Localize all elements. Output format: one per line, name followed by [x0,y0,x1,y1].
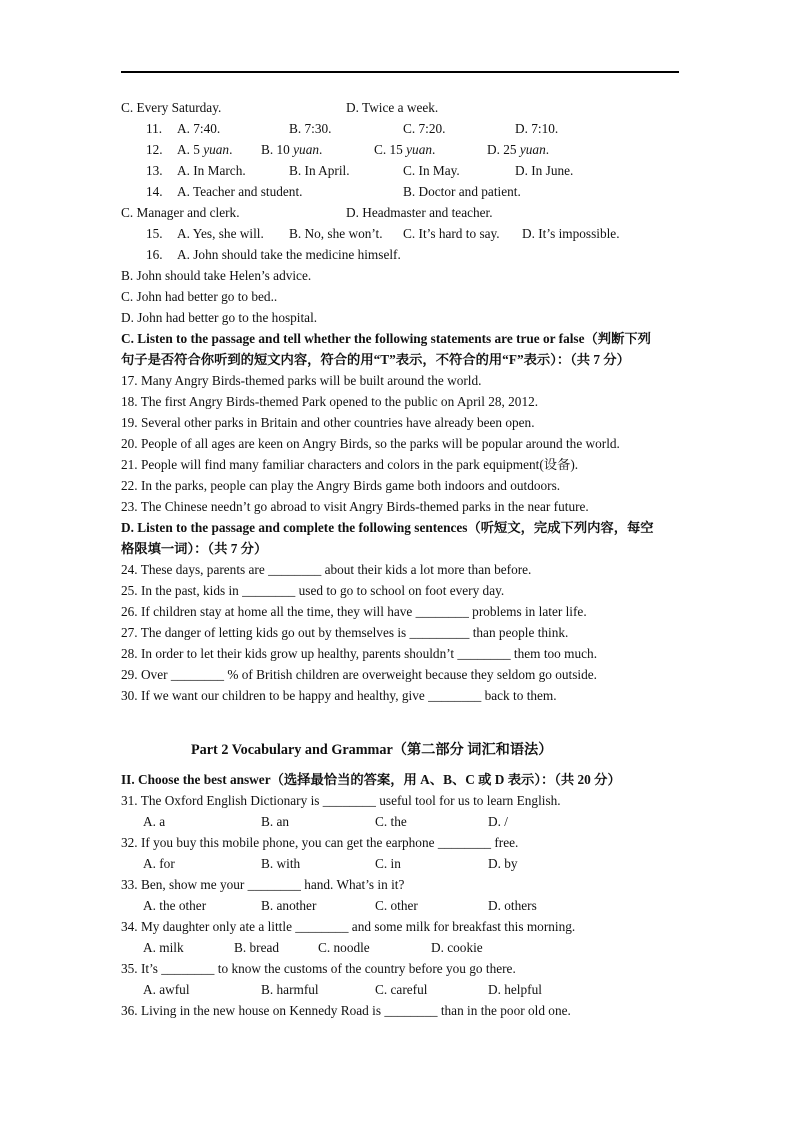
question-number: 11. [146,121,163,136]
top-rule [121,71,679,73]
statement: 21. People will find many familiar characters and colors in the park equipment(设备). [121,457,579,472]
option-b: B. harmful [261,982,319,997]
question-number: 12. [146,142,163,157]
statement: 23. The Chinese needn’t go abroad to visit Angry Birds-themed parks in the near future. [121,499,589,514]
section-c-heading: C. Listen to the passage and tell whether the following statements are true or false（判断下列 [121,331,651,346]
question-number: 14. [146,184,163,199]
option-d: D. / [488,814,508,829]
part-2-heading: Part 2 Vocabulary and Grammar（第二部分 词汇和语法） [191,742,553,758]
option-b: B. In April. [289,163,350,178]
option-c: C. noodle [318,940,370,955]
option-a: A. the other [143,898,207,913]
option-a: A. a [143,814,166,829]
sentence: 29. Over ________ % of British children are overweight because they seldom go outside. [121,667,597,682]
question-number: 16. [146,247,163,262]
option-c: C. Manager and clerk. [121,205,240,220]
question-stem: 33. Ben, show me your ________ hand. What’s in it? [121,877,405,892]
statement: 18. The first Angry Birds-themed Park opened to the public on April 28, 2012. [121,394,539,409]
option-b: B. an [261,814,290,829]
option-b: B. 10 yuan. [261,142,323,157]
option-c: C. In May. [403,163,460,178]
sentence: 25. In the past, kids in ________ used to go to school on foot every day. [121,583,505,598]
option-c: C. John had better go to bed.. [121,289,278,304]
option-a: A. Teacher and student. [177,184,303,199]
option-c: C. careful [375,982,428,997]
option-b: B. another [261,898,317,913]
option-d: D. by [488,856,518,871]
option-b: B. No, she won’t. [289,226,383,241]
option-a: A. awful [143,982,190,997]
question-stem: 31. The Oxford English Dictionary is ________ useful tool for us to learn English. [121,793,561,808]
statement: 19. Several other parks in Britain and other countries have already been open. [121,415,535,430]
option-a: A. milk [143,940,184,955]
question-stem: 32. If you buy this mobile phone, you can get the earphone ________ free. [121,835,519,850]
section-c-heading-cont: 句子是否符合你听到的短文内容，符合的用“T”表示，不符合的用“F”表示）：（共 7 分） [121,352,630,367]
option-d: D. Headmaster and teacher. [346,205,493,220]
option-b: B. John should take Helen’s advice. [121,268,312,283]
option-d: D. In June. [515,163,574,178]
option-a: A. 7:40. [177,121,221,136]
question-stem: 34. My daughter only ate a little ________ and some milk for breakfast this morning. [121,919,576,934]
option-a: A. Yes, she will. [177,226,264,241]
option-c: C. the [375,814,407,829]
option-d-line: D. Twice a week. [346,100,439,115]
option-c: C. 15 yuan. [374,142,436,157]
section-d-heading-cont: 格限填一词）：（共 7 分） [121,541,268,556]
statement: 17. Many Angry Birds-themed parks will be built around the world. [121,373,482,388]
option-a: A. for [143,856,175,871]
sentence: 28. In order to let their kids grow up healthy, parents shouldn’t ________ them too much. [121,646,598,661]
section-d-heading: D. Listen to the passage and complete the following sentences（听短文，完成下列内容，每空 [121,520,654,535]
option-a: A. In March. [177,163,246,178]
option-a: A. John should take the medicine himself. [177,247,401,262]
option-c-line: C. Every Saturday. [121,100,222,115]
option-c: C. 7:20. [403,121,446,136]
question-number: 15. [146,226,163,241]
option-d: D. It’s impossible. [522,226,620,241]
option-d: D. 25 yuan. [487,142,550,157]
option-d: D. helpful [488,982,542,997]
sentence: 26. If children stay at home all the time, they will have ________ problems in later life. [121,604,587,619]
question-number: 13. [146,163,163,178]
statement: 20. People of all ages are keen on Angry Birds, so the parks will be popular around the world. [121,436,620,451]
option-c: C. in [375,856,401,871]
option-b: B. with [261,856,301,871]
option-d: D. others [488,898,537,913]
section-ii-heading: II. Choose the best answer（选择最恰当的答案，用 A、B、C 或 D 表示）：（共 20 分） [121,772,621,787]
option-b: B. 7:30. [289,121,332,136]
question-stem: 36. Living in the new house on Kennedy Road is ________ than in the poor old one. [121,1003,571,1018]
option-b: B. bread [234,940,280,955]
question-stem: 35. It’s ________ to know the customs of the country before you go there. [121,961,516,976]
option-d: D. 7:10. [515,121,559,136]
option-d: D. cookie [431,940,483,955]
sentence: 24. These days, parents are ________ about their kids a lot more than before. [121,562,532,577]
sentence: 30. If we want our children to be happy and healthy, give ________ back to them. [121,688,557,703]
option-d: D. John had better go to the hospital. [121,310,318,325]
option-c: C. It’s hard to say. [403,226,500,241]
option-c: C. other [375,898,418,913]
statement: 22. In the parks, people can play the Angry Birds game both indoors and outdoors. [121,478,561,493]
option-b: B. Doctor and patient. [403,184,521,199]
sentence: 27. The danger of letting kids go out by themselves is _________ than people think. [121,625,569,640]
option-a: A. 5 yuan. [177,142,233,157]
